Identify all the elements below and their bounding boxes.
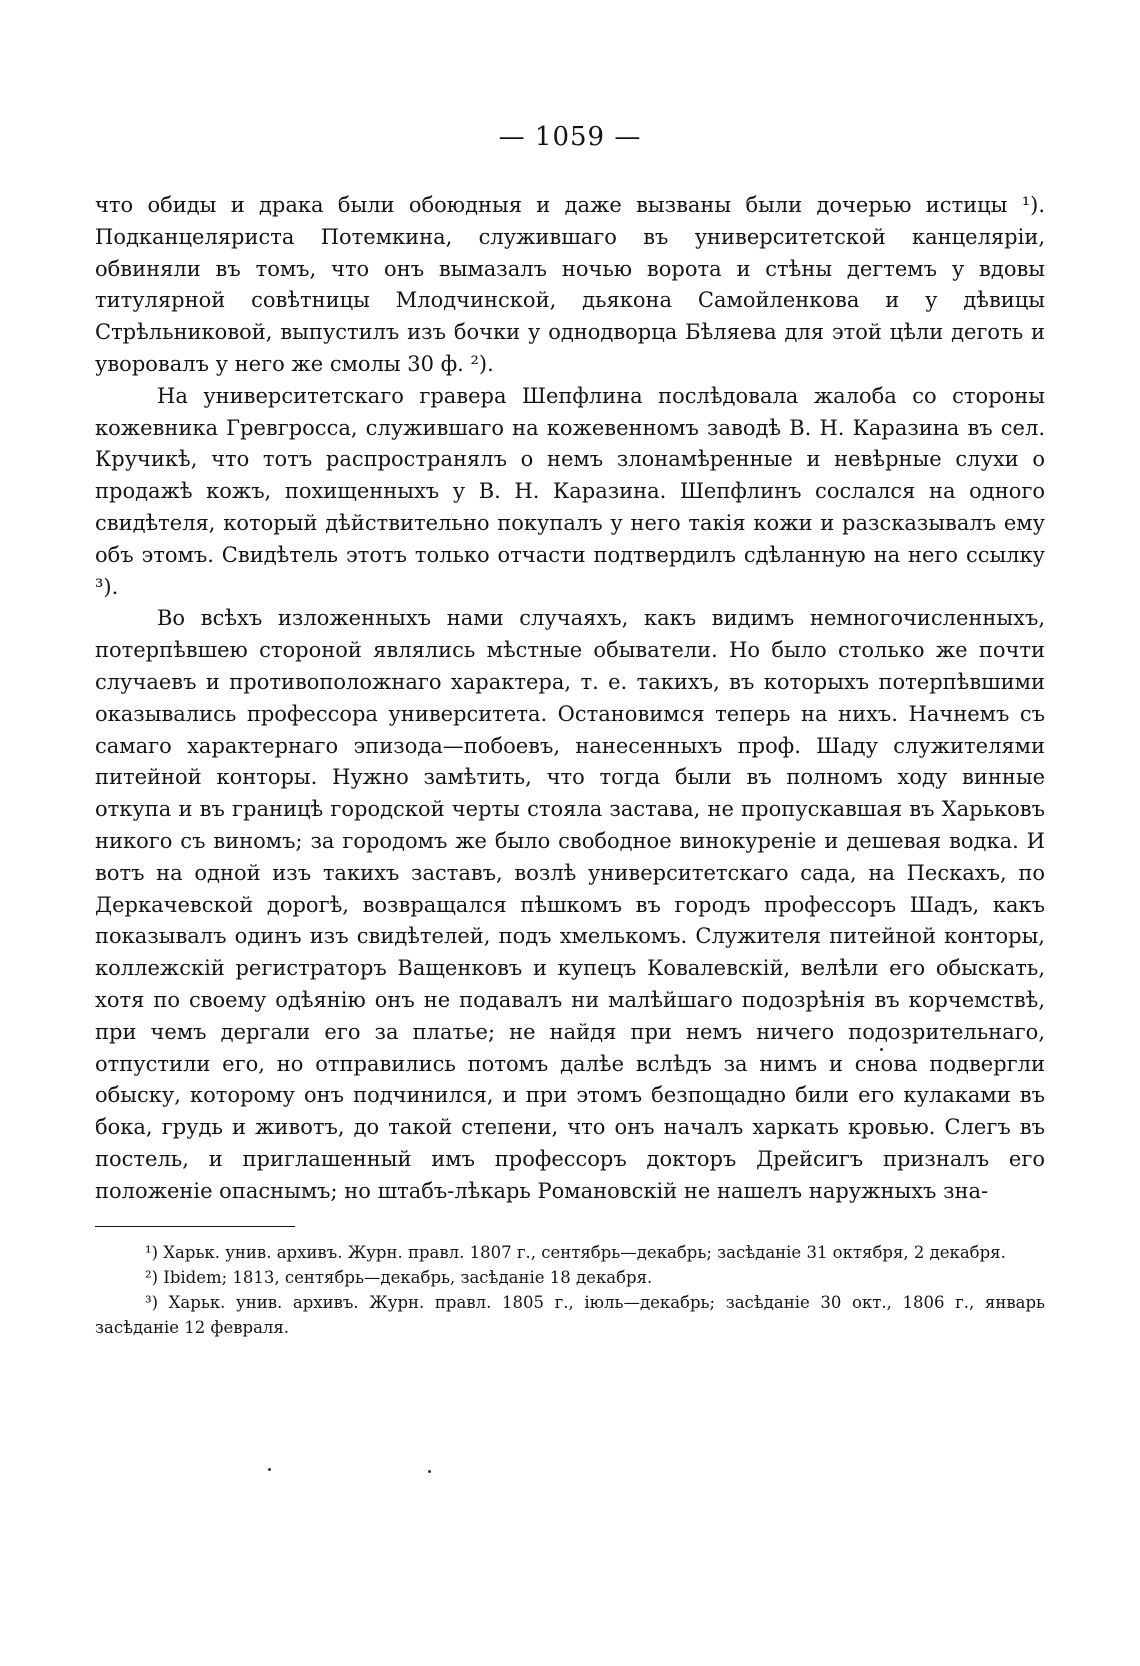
footnote-1: ¹) Харьк. унив. архивъ. Журн. правл. 1807 г., сентябрь—декабрь; засѣданіе 31 октября, 2 декабря. — [145, 1243, 1006, 1262]
body-text — [95, 190, 1045, 1208]
footnotes — [95, 1240, 1045, 1340]
paragraph-1: что обиды и драка были обоюдныя и даже вызваны были дочерью истицы ¹). Подканцеляриста Потемкина, служившаго въ университетской канцеляріи, обвиняли въ томъ, что онъ вымазалъ ночью ворота и стѣны дегтемъ у вдовы титулярной совѣтницы Млодчинской, дьякона Самойленкова и у дѣвицы Стрѣльниковой, выпустилъ изъ бочки у однодворца Бѣляева для этой цѣли деготь и уворовалъ у него же смолы 30 ф. ²). — [95, 193, 1045, 376]
footnote-3: ³) Харьк. унив. архивъ. Журн. правл. 1805 г., іюль—декабрь; засѣданіе 30 окт., 1806 г., январь засѣданіе 12 февраля. — [95, 1293, 1045, 1337]
paragraph-2: На университетскаго гравера Шепфлина послѣдовала жалоба со стороны кожевника Гревгросса, служившаго на кожевенномъ заводѣ В. Н. Каразина въ сел. Кручикѣ, что тотъ распространялъ о немъ злонамѣренные и невѣрные слухи о продажѣ кожъ, похищенныхъ у В. Н. Каразина. Шепфлинъ сослался на одного свидѣтеля, который дѣйствительно покупалъ у него такія кожи и разсказывалъ ему объ этомъ. Свидѣтель этотъ только отчасти подтвердилъ сдѣланную на него ссылку ³). — [95, 383, 1045, 599]
paragraph-3: Во всѣхъ изложенныхъ нами случаяхъ, какъ видимъ немногочисленныхъ, потерпѣвшею стороной являлись мѣстные обыватели. Но было столько же почти случаевъ и противоположнаго характера, т. е. такихъ, въ которыхъ потерпѣвшими оказывались профессора университета. Остановимся теперь на нихъ. Начнемъ съ самаго характернаго эпизода—побоевъ, нанесенныхъ проф. Шаду служителями питейной конторы. Нужно замѣтить, что тогда были въ полномъ ходу винные откупа и въ границѣ городской черты стояла застава, не пропускавшая въ Харьковъ никого съ виномъ; за городомъ же было свободное винокуреніе и дешевая водка. И вотъ на одной изъ такихъ заставъ, возлѣ университетскаго сада, на Пескахъ, по Деркачевской дорогѣ, возвращался пѣшкомъ въ городъ профессоръ Шадъ, какъ показывалъ одинъ изъ свидѣтелей, подъ хмелькомъ. Служителя питейной конторы, коллежскій регистраторъ Ващенковъ и купецъ Ковалевскій, велѣли его обыскать, хотя по своему одѣянію онъ не подавалъ ни малѣйшаго подозрѣнія въ корчемствѣ, при чемъ дергали его за платье; не найдя при немъ ничего подозрительнаго, отпустили его, но отправились потомъ далѣе вслѣдъ за нимъ и снова подвергли обыску, которому онъ подчинился, и при этомъ безпощадно били его кулаками въ бока, грудь и животъ, до такой степени, что онъ началъ харкать кровью. Слегъ въ постель, и приглашенный имъ профессоръ докторъ Дрейсигъ призналъ его положеніе опаснымъ; но штабъ-лѣкарь Романовскій не нашелъ наружныхъ зна- — [95, 606, 1045, 1203]
footnote-2: ²) Ibidem; 1813, сентябрь—декабрь, засѣданіе 18 декабря. — [145, 1268, 653, 1287]
scan-speck — [268, 1468, 271, 1471]
footnote-divider — [95, 1226, 295, 1227]
page-number: — 1059 — — [498, 122, 642, 152]
scan-speck — [880, 1048, 883, 1051]
scan-speck — [428, 1470, 431, 1473]
